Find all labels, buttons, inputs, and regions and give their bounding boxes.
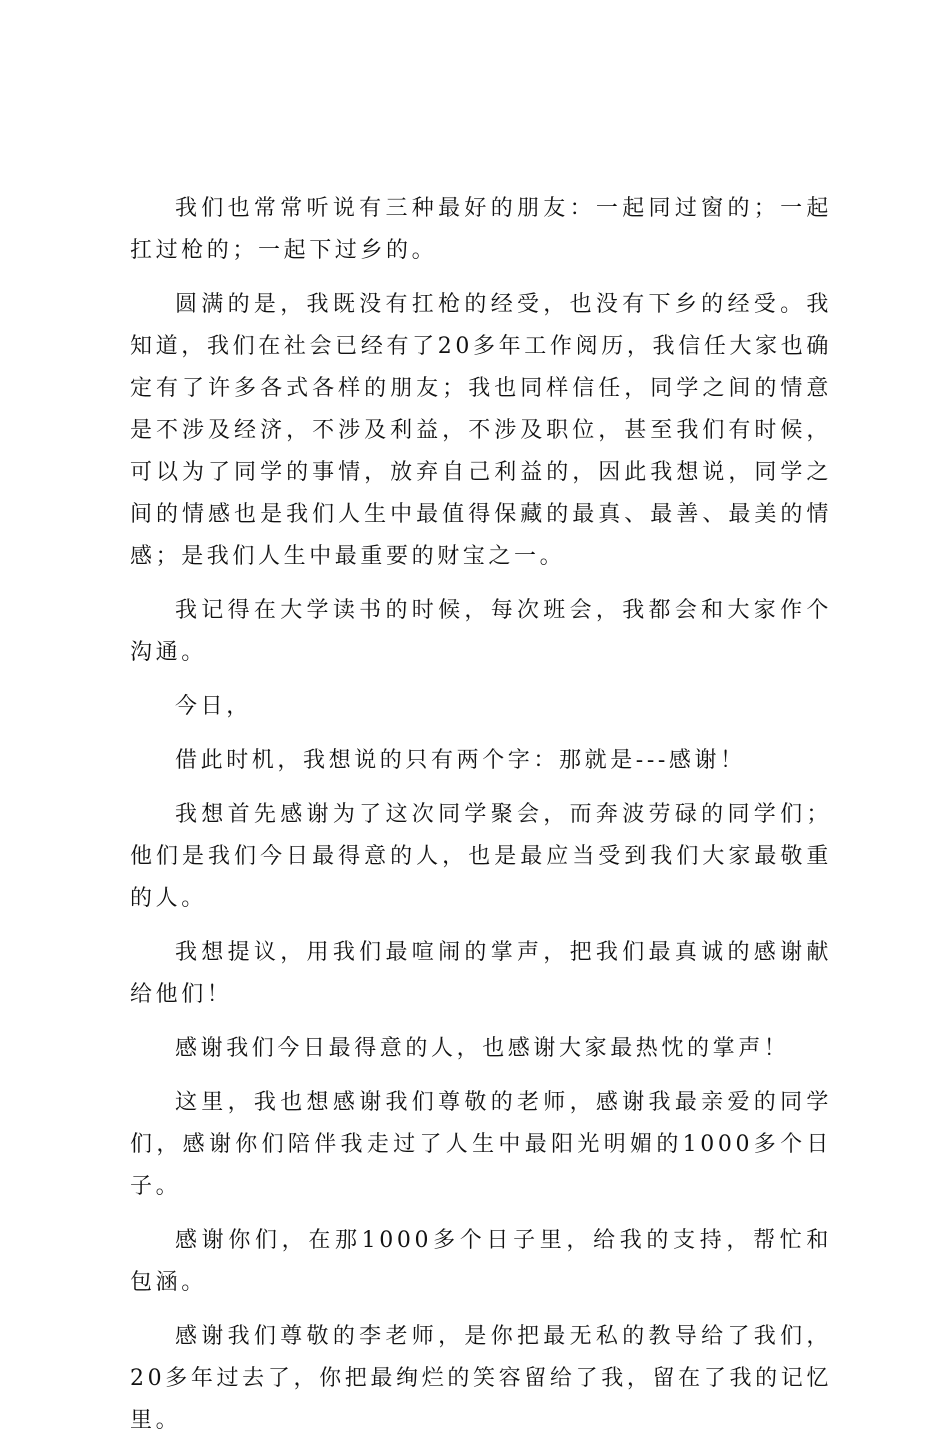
paragraph: 我想首先感谢为了这次同学聚会，而奔波劳碌的同学们；他们是我们今日最得意的人，也是最应当受到我们大家最敬重的人。 [130,802,832,911]
paragraph: 我想提议，用我们最喧闹的掌声，把我们最真诚的感谢献给他们！ [130,940,832,1007]
paragraph: 感谢我们尊敬的李老师，是你把最无私的教导给了我们，20多年过去了，你把最绚烂的笑容留给了我，留在了我的记忆里。 [130,1324,832,1433]
paragraph: 我记得在大学读书的时候，每次班会，我都会和大家作个沟通。 [130,598,832,665]
paragraph: 这里，我也想感谢我们尊敬的老师，感谢我最亲爱的同学们，感谢你们陪伴我走过了人生中最阳光明媚的1000多个日子。 [130,1090,832,1199]
paragraph: 圆满的是，我既没有扛枪的经受，也没有下乡的经受。我知道，我们在社会已经有了20多年工作阅历，我信任大家也确定有了许多各式各样的朋友；我也同样信任，同学之间的情意是不涉及经济，不涉及利益，不涉及职位，甚至我们有时候，可以为了同学的事情，放弃自己利益的，因此我想说，同学之间的情感也是我们人生中最值得保藏的最真、最善、最美的情感；是我们人生中最重要的财宝之一。 [130,292,832,569]
paragraph: 感谢我们今日最得意的人，也感谢大家最热忱的掌声！ [175,1036,790,1061]
paragraph: 借此时机，我想说的只有两个字：那就是---感谢！ [175,748,746,773]
paragraph: 今日， [175,694,252,719]
document-body [130,188,832,1442]
paragraph: 我们也常常听说有三种最好的朋友：一起同过窗的；一起扛过枪的；一起下过乡的。 [130,196,832,263]
paragraph: 感谢你们，在那1000多个日子里，给我的支持，帮忙和包涵。 [130,1228,832,1295]
